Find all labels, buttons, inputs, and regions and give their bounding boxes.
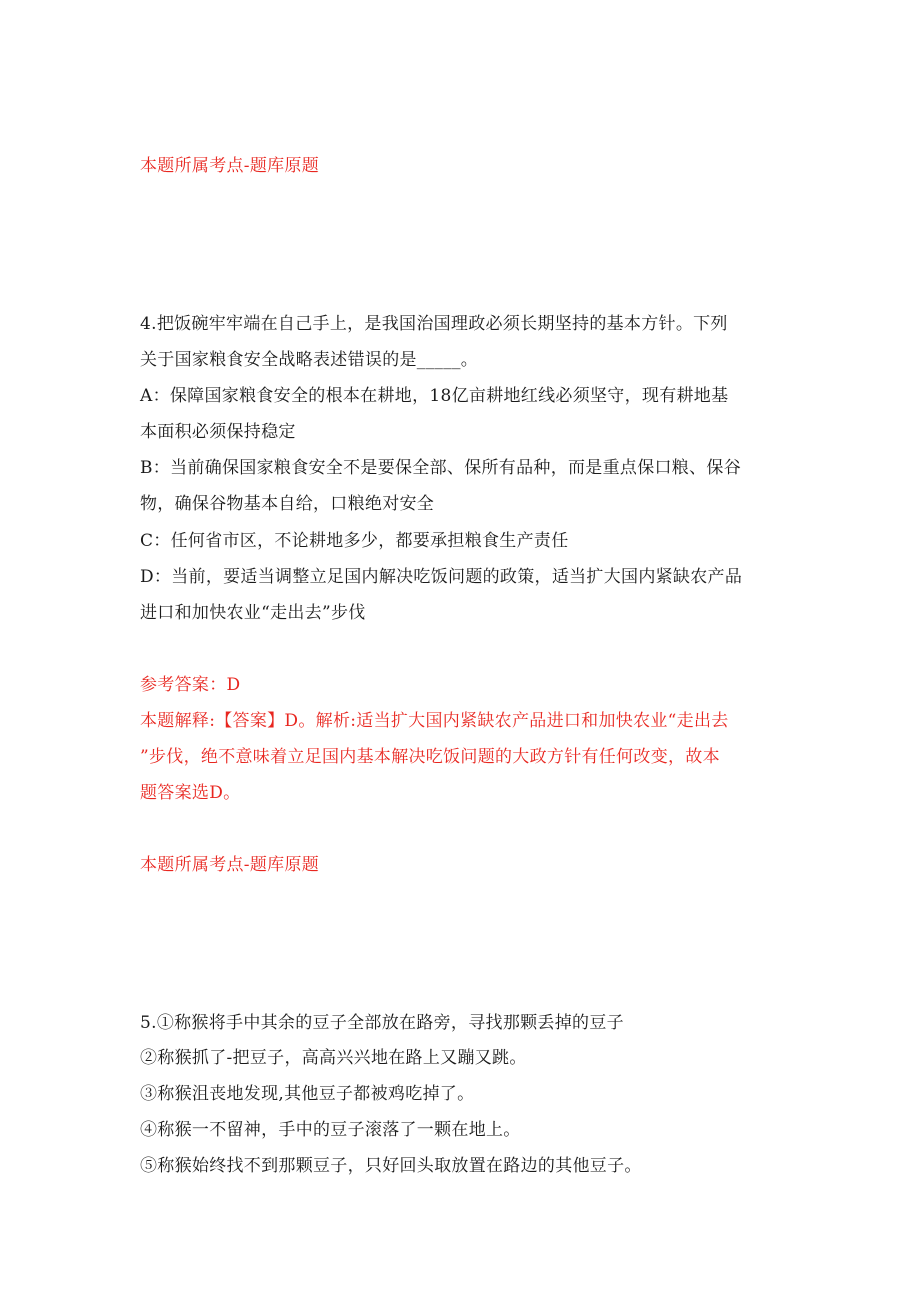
explanation: 题答案选D。 — [140, 783, 241, 803]
explanation: ”步伐，绝不意味着立足国内基本解决吃饭问题的大政方针有任何改变，故本 — [140, 747, 720, 767]
sentence-item: ⑤称猴始终找不到那颗豆子，只好回头取放置在路边的其他豆子。 — [140, 1156, 642, 1176]
topic-label: 本题所属考点-题库原题 — [140, 156, 320, 176]
question-stem: 5.①称猴将手中其余的豆子全部放在路旁，寻找那颗丢掉的豆子 — [140, 1013, 624, 1033]
option-b: 物，确保谷物基本自给，口粮绝对安全 — [140, 494, 435, 514]
option-b: B：当前确保国家粮食安全不是要保全部、保所有品种，而是重点保口粮、保谷 — [140, 458, 741, 478]
option-d: 进口和加快农业“走出去”步伐 — [140, 603, 366, 623]
sentence-item: ③称猴沮丧地发现,其他豆子都被鸡吃掉了。 — [140, 1084, 475, 1104]
option-a: 本面积必须保持稳定 — [140, 422, 296, 442]
question-stem: 关于国家粮食安全战略表述错误的是_____。 — [140, 350, 479, 370]
topic-label: 本题所属考点-题库原题 — [140, 855, 320, 875]
sentence-item: ④称猴一不留神，手中的豆子滚落了一颗在地上。 — [140, 1120, 521, 1140]
question-stem: 4.把饭碗牢牢端在自己手上，是我国治国理政必须长期坚持的基本方针。下列 — [140, 314, 728, 334]
option-a: A：保障国家粮食安全的根本在耕地，18亿亩耕地红线必须坚守，现有耕地基 — [140, 386, 729, 406]
option-c: C：任何省市区，不论耕地多少，都要承担粮食生产责任 — [140, 531, 569, 551]
reference-answer: 参考答案：D — [140, 675, 241, 695]
sentence-item: ②称猴抓了-把豆子，高高兴兴地在路上又蹦又跳。 — [140, 1048, 527, 1068]
option-d: D：当前，要适当调整立足国内解决吃饭问题的政策，适当扩大国内紧缺农产品 — [140, 567, 743, 587]
explanation: 本题解释:【答案】D。解析:适当扩大国内紧缺农产品进口和加快农业“走出去 — [140, 711, 729, 731]
